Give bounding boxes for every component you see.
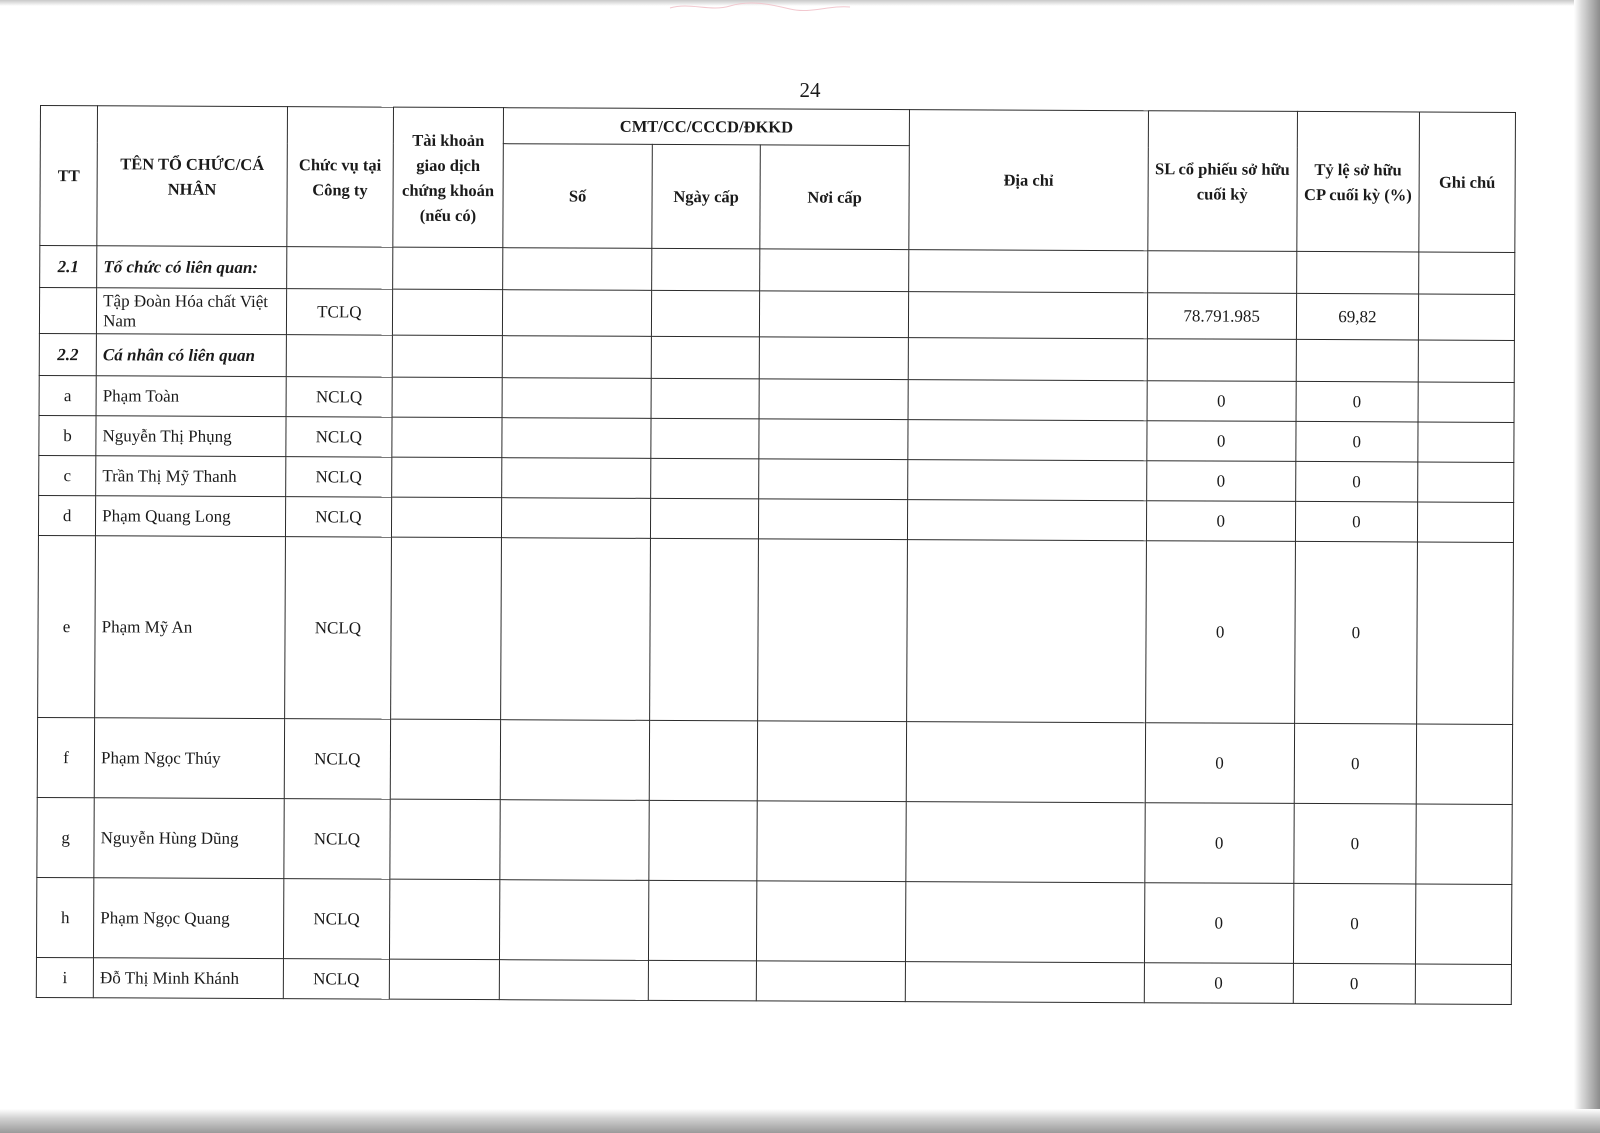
row-ratio: 69,82 [1296, 293, 1419, 340]
row-name: Nguyễn Hùng Dũng [94, 798, 284, 879]
table-row [37, 797, 1512, 884]
row-tt: h [36, 877, 93, 957]
row-tt [39, 288, 96, 334]
row-ratio: 0 [1293, 803, 1416, 884]
related-parties-table [36, 105, 1516, 1005]
row-ratio: 0 [1295, 461, 1418, 502]
header-id-group: CMT/CC/CCCD/ĐKKD [503, 108, 909, 146]
row-position: NCLQ [284, 719, 390, 799]
header-position: Chức vụ tại Công ty [287, 107, 394, 247]
row-shares: 0 [1145, 803, 1294, 884]
row-name: Phạm Mỹ An [95, 536, 286, 719]
row-shares: 0 [1146, 461, 1295, 502]
section-number: 2.2 [39, 333, 96, 375]
row-position: NCLQ [285, 497, 391, 537]
row-shares: 0 [1147, 381, 1296, 422]
row-position: NCLQ [284, 799, 390, 879]
row-shares: 0 [1145, 541, 1295, 724]
scan-edge-bottom [0, 1109, 1600, 1133]
header-issue-place: Nơi cấp [760, 145, 909, 250]
scan-edge-right [1574, 0, 1600, 1133]
header-ownership-ratio: Tỷ lệ sở hữu CP cuối kỳ (%) [1296, 111, 1419, 252]
header-trading-account: Tài khoản giao dịch chứng khoán (nếu có) [393, 107, 504, 248]
header-share-count: SL cổ phiếu sở hữu cuối kỳ [1148, 111, 1298, 252]
row-tt: e [38, 535, 96, 717]
table-row [36, 957, 1511, 1004]
row-ratio: 0 [1296, 381, 1419, 422]
table-row [37, 717, 1512, 804]
row-shares: 78.791.985 [1147, 293, 1296, 340]
section-number: 2.1 [40, 246, 97, 288]
document-table-wrapper [36, 105, 1516, 1005]
row-tt: c [39, 455, 96, 495]
row-tt: b [39, 415, 96, 455]
row-ratio: 0 [1295, 501, 1418, 542]
table-row [39, 375, 1514, 422]
row-shares: 0 [1145, 723, 1294, 804]
row-position: TCLQ [286, 289, 392, 335]
row-name: Phạm Ngọc Quang [94, 878, 284, 959]
header-address: Địa chỉ [909, 110, 1148, 251]
row-tt: a [39, 375, 96, 415]
row-position: NCLQ [283, 879, 389, 959]
row-position: NCLQ [283, 959, 389, 999]
header-id-number: Số [503, 144, 652, 249]
row-shares: 0 [1146, 501, 1295, 542]
row-ratio: 0 [1295, 421, 1418, 462]
section-row [40, 246, 1515, 295]
row-ratio: 0 [1294, 541, 1417, 724]
table-row [38, 535, 1514, 724]
row-tt: d [38, 495, 95, 535]
row-name: Phạm Toàn [96, 376, 286, 417]
row-name: Tập Đoàn Hóa chất Việt Nam [97, 288, 287, 335]
row-shares: 0 [1144, 963, 1293, 1004]
header-notes: Ghi chú [1419, 112, 1516, 252]
row-tt: i [36, 957, 93, 997]
page-number: 24 [799, 78, 821, 102]
row-name: Trần Thị Mỹ Thanh [96, 456, 286, 497]
section-label: Cá nhân có liên quan [96, 334, 286, 377]
row-tt: f [37, 717, 94, 797]
row-ratio: 0 [1293, 883, 1416, 964]
table-row [36, 877, 1511, 964]
table-row [39, 415, 1514, 462]
row-tt: g [37, 797, 94, 877]
table-row [39, 288, 1514, 341]
header-issue-date: Ngày cấp [652, 144, 761, 249]
header-name: TÊN TỔ CHỨC/CÁ NHÂN [97, 106, 287, 247]
row-position: NCLQ [284, 537, 391, 719]
row-position: NCLQ [286, 377, 392, 417]
row-shares: 0 [1147, 421, 1296, 462]
row-position: NCLQ [286, 417, 392, 457]
row-shares: 0 [1144, 883, 1293, 964]
row-name: Đỗ Thị Minh Khánh [93, 958, 283, 999]
faint-stamp-mark [660, 0, 860, 14]
header-tt: TT [40, 106, 98, 246]
row-name: Phạm Quang Long [96, 496, 286, 537]
row-ratio: 0 [1293, 963, 1416, 1004]
row-position: NCLQ [285, 457, 391, 497]
section-label: Tổ chức có liên quan: [97, 246, 287, 289]
table-row [39, 455, 1514, 502]
row-name: Phạm Ngọc Thúy [94, 718, 284, 799]
row-name: Nguyễn Thị Phụng [96, 416, 286, 457]
table-row [38, 495, 1513, 542]
section-row [39, 333, 1514, 382]
row-ratio: 0 [1294, 723, 1417, 804]
